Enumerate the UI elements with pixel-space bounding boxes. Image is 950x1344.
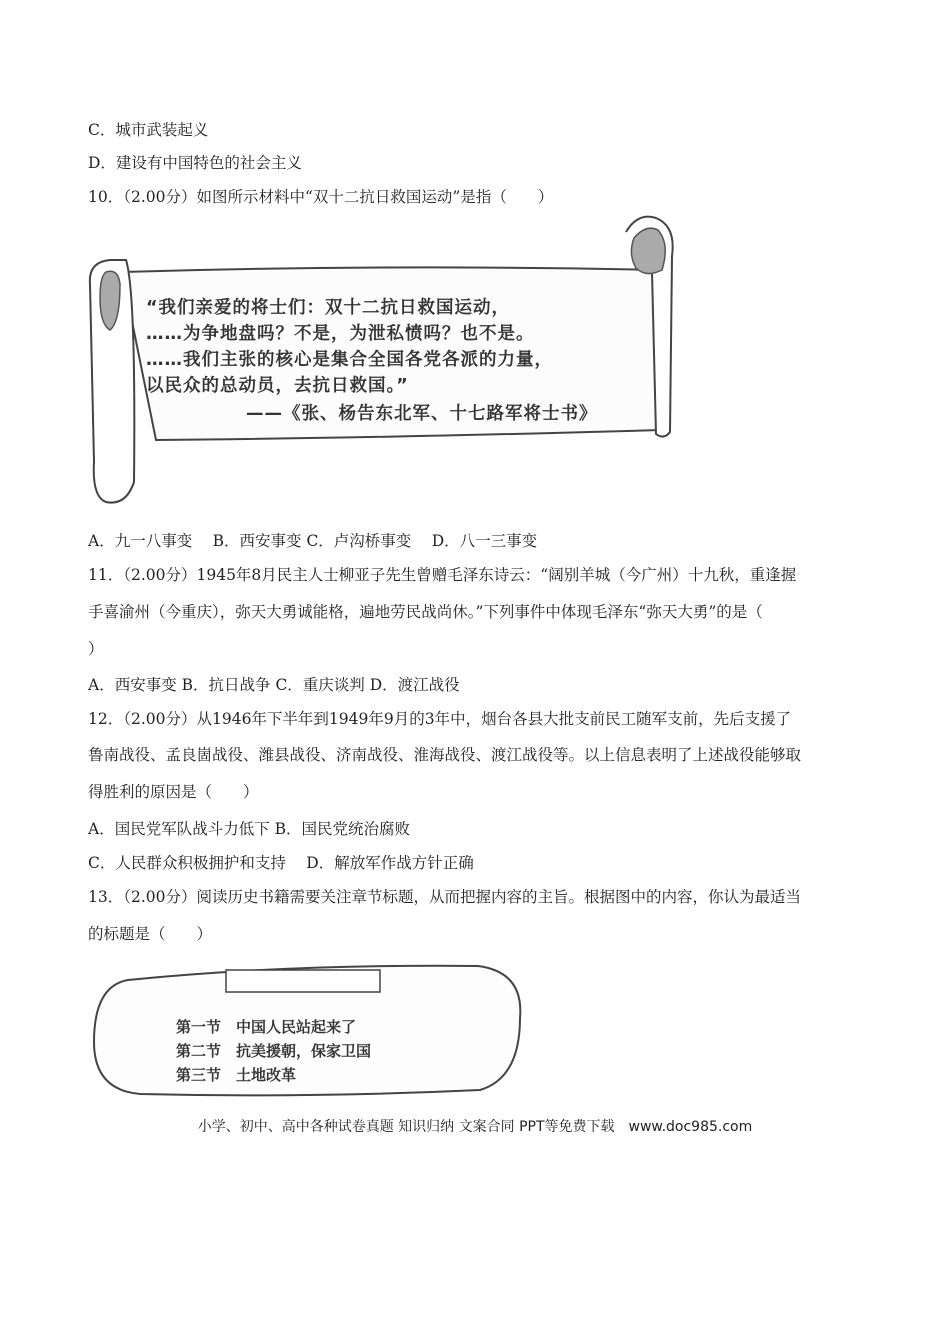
q13-stem-line-2: 的标题是（ ） [88,925,213,943]
q12-stem-line-1: 12．（2.00分）从1946年下半年到1949年9月的3年中，烟台各县大批支前民工随军支前，先后支援了 [88,710,792,728]
q12-stem-line-2: 鲁南战役、孟良崮战役、潍县战役、济南战役、淮海战役、渡江战役等。以上信息表明了上述战役能够取 [88,746,802,764]
q11-stem-line-3: ） [88,640,104,658]
q10-stem: 10．（2.00分）如图所示材料中“双十二抗日救国运动”是指（ ） [88,188,554,206]
blank-title-box [226,970,380,992]
scroll-quote-line-1: “我们亲爱的将士们：双十二抗日救国运动， [146,298,510,318]
chapter-outline-illustration [88,958,528,1098]
q13-stem-line-1: 13．（2.00分）阅读历史书籍需要关注章节标题，从而把握内容的主旨。根据图中的内容，你认为最适当 [88,888,801,906]
q11-stem-line-2: 手喜渝州（今重庆），弥天大勇诚能格，遍地劳民战尚休。”下列事件中体现毛泽东“弥天大勇”的是（ [88,603,763,621]
q11-stem-line-1: 11．（2.00分）1945年8月民主人士柳亚子先生曾赠毛泽东诗云：“阔别羊城（今广州）十九秋，重逢握 [88,566,797,584]
chapter-section-3: 第三节 土地改革 [176,1066,297,1084]
scroll-quote-source: ——《张、杨告东北军、十七路军将士书》 [246,404,598,424]
chapter-section-2: 第二节 抗美援朝，保家卫国 [176,1042,372,1060]
scroll-quote-line-2: ……为争地盘吗？不是，为泄私愤吗？也不是。 [146,324,535,344]
q12-stem-line-3: 得胜利的原因是（ ） [88,783,259,801]
q12-options-line-1: A．国民党军队战斗力低下 B．国民党统治腐败 [88,820,411,838]
q9-option-d: D．建设有中国特色的社会主义 [88,154,302,172]
scroll-quote-line-3: ……我们主张的核心是集合全国各党各派的力量， [146,350,553,370]
chapter-section-1: 第一节 中国人民站起来了 [176,1018,357,1036]
q11-options: A．西安事变 B．抗日战争 C．重庆谈判 D．渡江战役 [88,676,460,694]
q10-options: A．九一八事变 B．西安事变 C．卢沟桥事变 D．八一三事变 [88,532,538,550]
page-footer: 小学、初中、高中各种试卷真题 知识归纳 文案合同 PPT等免费下载 www.doc985.com [197,1119,753,1135]
q9-option-c: C．城市武装起义 [88,121,209,139]
scroll-quote-line-4: 以民众的总动员，去抗日救国。” [146,376,409,396]
q12-options-line-2: C．人民群众积极拥护和支持 D．解放军作战方针正确 [88,854,474,872]
scroll-illustration [86,212,706,508]
